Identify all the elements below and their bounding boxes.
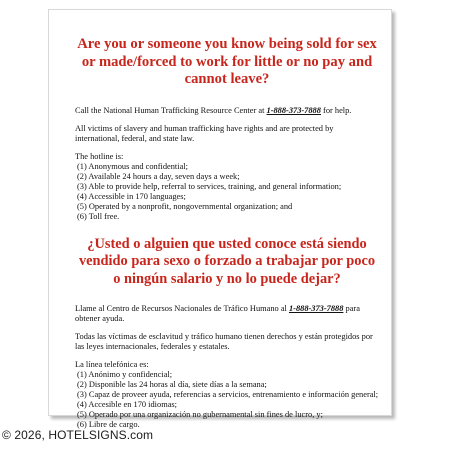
english-call-suffix: for help. — [320, 105, 352, 115]
english-rights-text: All victims of slavery and human trafficking have rights and are protected by international, federal, and state law. — [75, 123, 334, 143]
list-item: (2) Available 24 hours a day, seven days a week; — [77, 171, 240, 181]
list-item: (5) Operated by a nonprofit, nongovernmental organization; and — [77, 201, 293, 211]
english-call-prefix: Call the National Human Trafficking Resource Center at — [75, 105, 267, 115]
english-phone-number: 1-888-373-7888 — [266, 105, 321, 115]
english-call-text — [75, 106, 379, 116]
copyright-credit: © 2026, HOTELSIGNS.com — [2, 428, 154, 442]
list-item: (3) Capaz de proveer ayuda, referencias a servicios, entrenamiento e información general; — [77, 390, 379, 399]
spanish-hotline-list — [75, 370, 379, 430]
spanish-hotline-label: La línea telefónica es: — [75, 360, 149, 369]
sign-document — [48, 9, 392, 429]
list-item: (6) Toll free. — [77, 211, 120, 221]
spanish-call-suffix: para obtener ayuda. — [75, 304, 360, 323]
spanish-headline: ¿Usted o alguien que usted conoce está siendo vendido para sexo o forzado a trabajar por poco o ningún salario y no lo puede dejar? — [78, 235, 376, 287]
spanish-phone-number: 1-888-373-7888 — [288, 304, 344, 313]
spanish-call-prefix: Llame al Centro de Recursos Nacionales de Tráfico Humano al — [75, 304, 289, 313]
list-item: (1) Anonymous and confidential; — [77, 161, 188, 171]
list-item: (3) Able to provide help, referral to services, training, and general information; — [77, 181, 342, 191]
list-item: (2) Disponible las 24 horas al día, siete días a la semana; — [77, 380, 267, 389]
list-item: (1) Anónimo y confidencial; — [77, 370, 173, 379]
english-headline: Are you or someone you know being sold for sex or made/forced to work for little or no pay and cannot leave? — [77, 36, 377, 87]
spanish-call-text — [75, 304, 379, 324]
list-item: (6) Libre de cargo. — [77, 420, 140, 429]
list-item: (4) Accessible in 170 languages; — [77, 191, 186, 201]
english-hotline-label: The hotline is: — [75, 151, 124, 161]
list-item: (4) Accesible en 170 idiomas; — [77, 400, 178, 409]
english-hotline-list — [75, 162, 379, 222]
list-item: (5) Operado por una organización no gubernamental sin fines de lucro, y; — [77, 410, 323, 419]
spanish-rights-text: Todas las víctimas de esclavitud y tráfico humano tienen derechos y están protegidos por las leyes internacionales, federales y estatales. — [75, 332, 373, 351]
